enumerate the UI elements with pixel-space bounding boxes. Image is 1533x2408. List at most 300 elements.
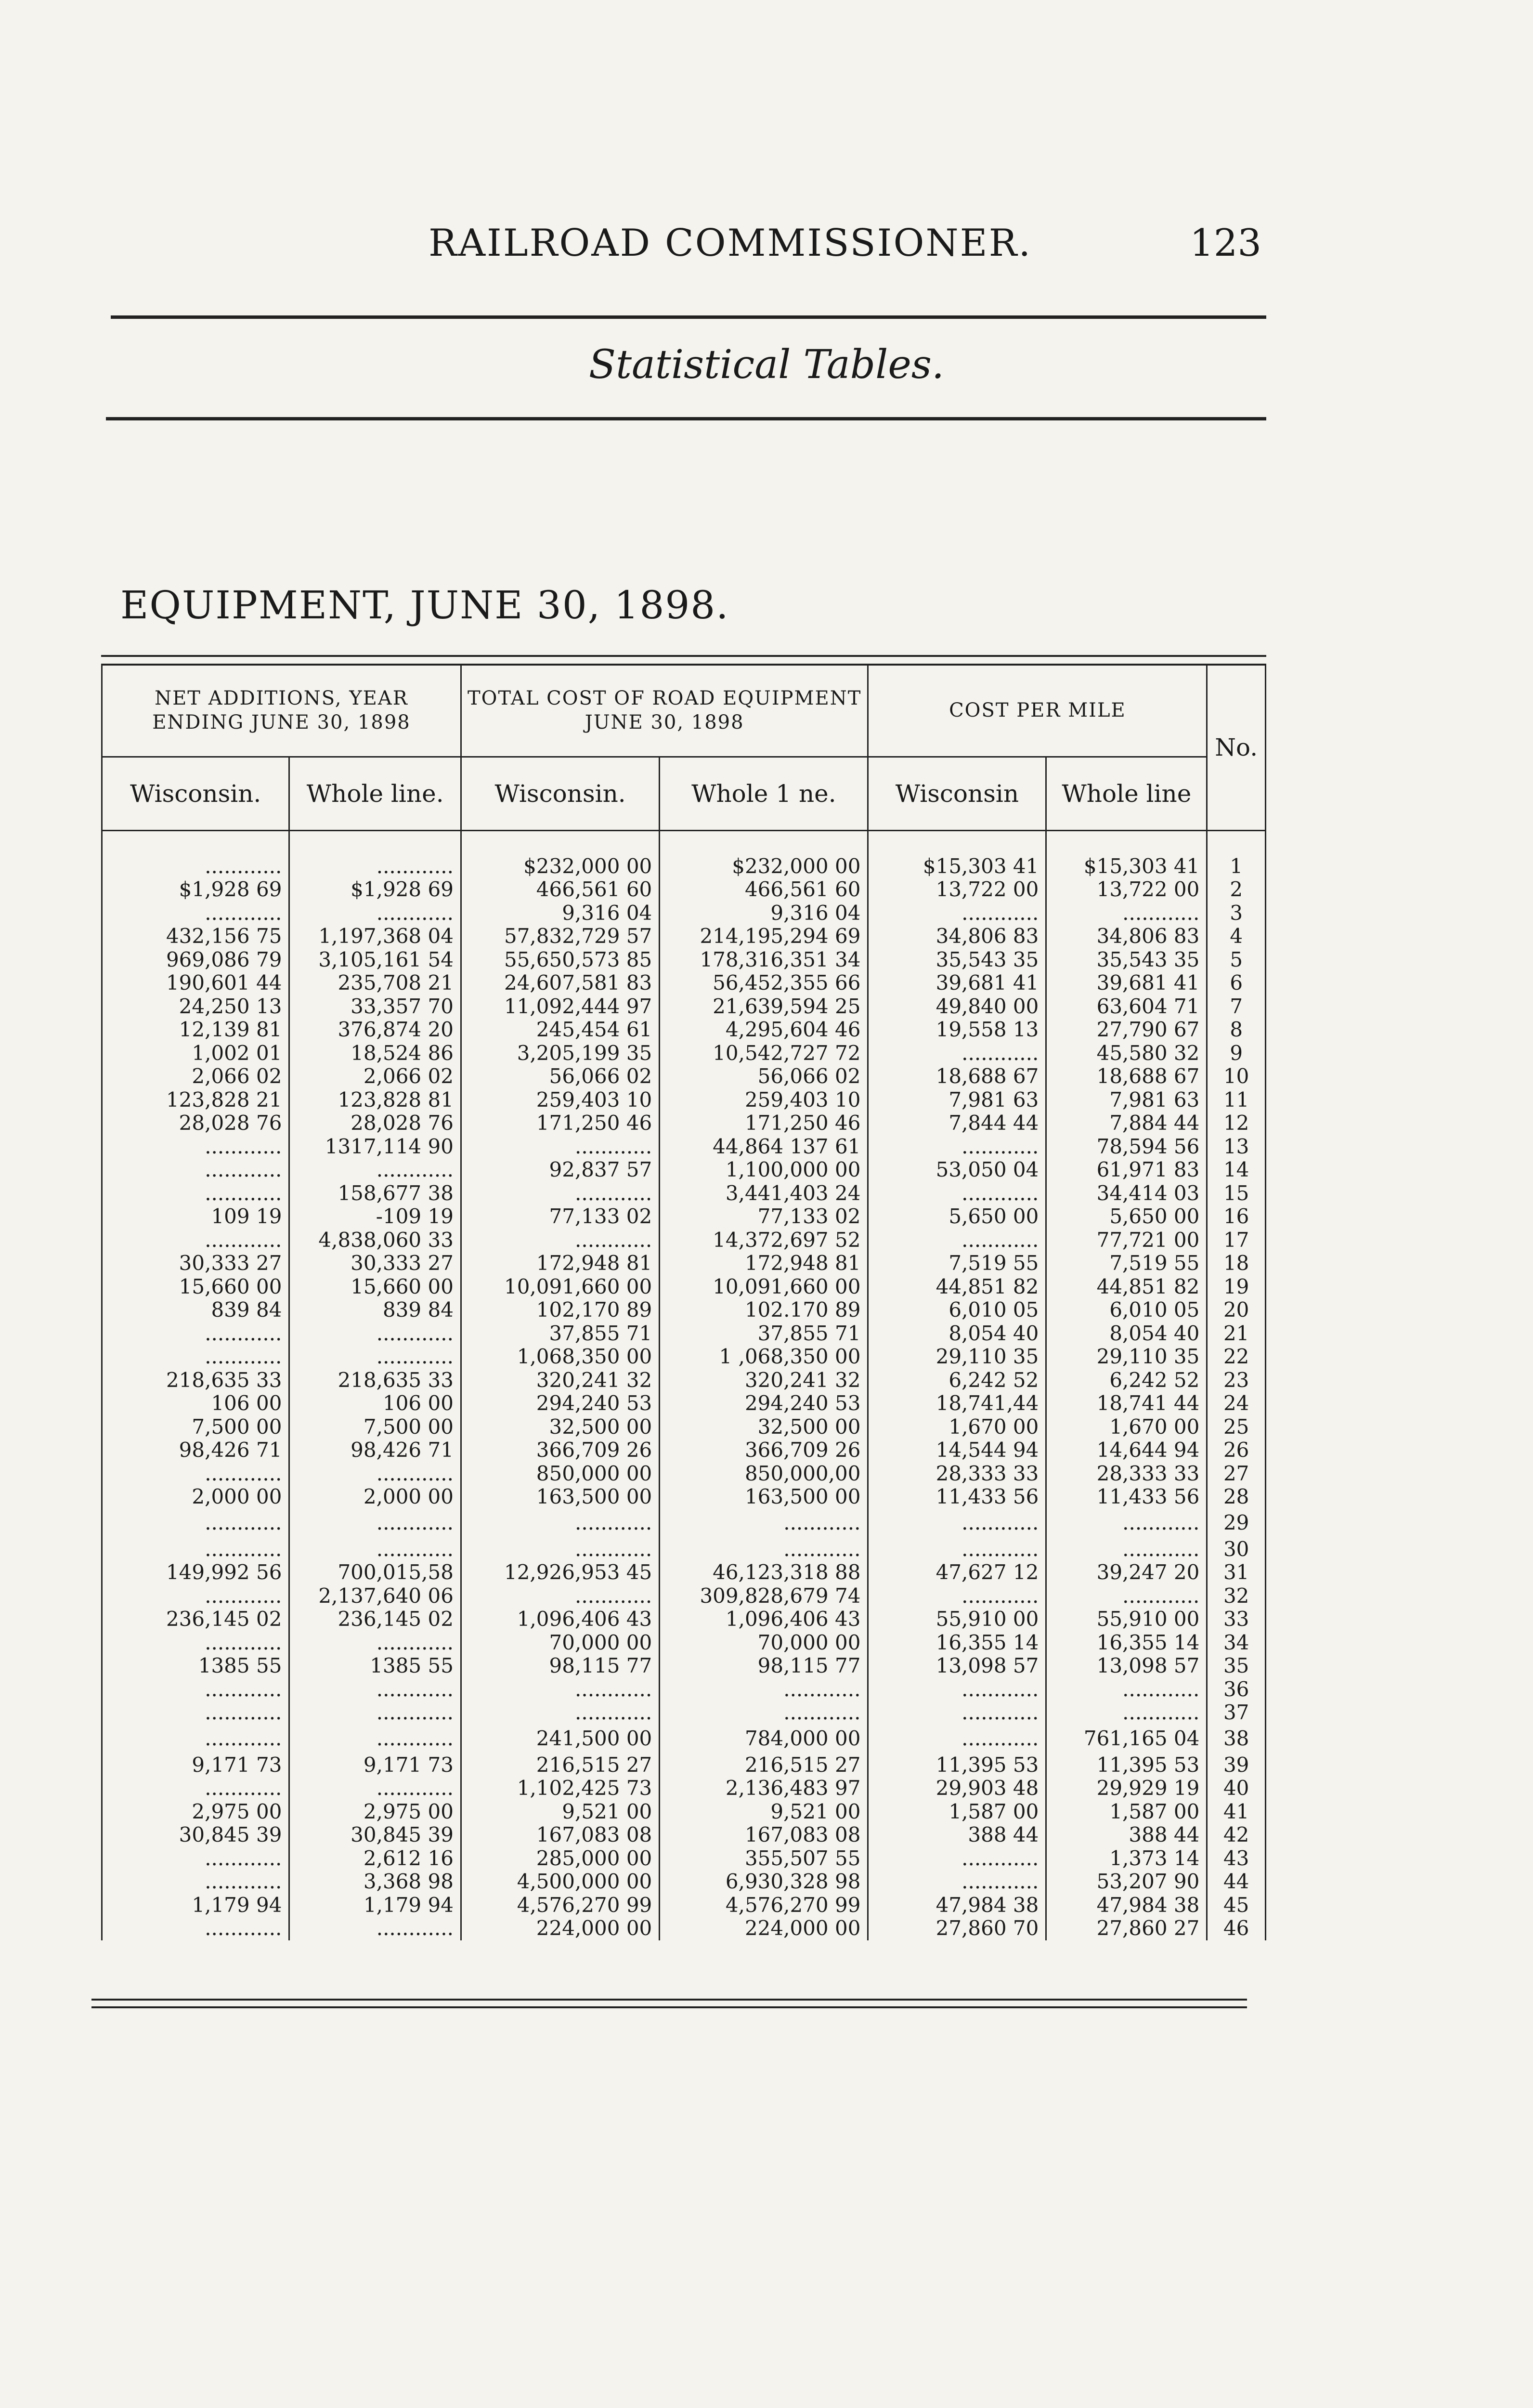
cell-total-wisconsin: 167,083 08 [461,1823,659,1847]
cell-row-number: 44 [1207,1870,1266,1894]
cell-total-wisconsin: 9,521 00 [461,1800,659,1824]
cell-net-wisconsin: 218,635 33 [102,1369,289,1392]
cell-mile-whole-line: 44,851 82 [1046,1275,1207,1299]
cell-row-number: 26 [1207,1439,1266,1462]
cell-total-wisconsin: 98,115 77 [461,1654,659,1678]
cell-row-number: 4 [1207,925,1266,948]
table-row [102,1392,1266,1415]
table-row [102,1485,1266,1509]
cell-mile-wisconsin: 11,395 53 [868,1754,1046,1777]
cell-total-whole-line: 4,576,270 99 [660,1894,868,1917]
cell-mile-whole-line: 39,681 41 [1046,971,1207,995]
cell-mile-wisconsin: 27,860 70 [868,1917,1046,1940]
cell-row-number: 31 [1207,1561,1266,1584]
cell-net-whole-line: ............ [289,1631,461,1655]
cell-total-wisconsin: ............ [461,1135,659,1159]
cell-mile-wisconsin: 13,722 00 [868,878,1046,902]
cell-net-whole-line: 28,028 76 [289,1112,461,1135]
cell-mile-whole-line: 47,984 38 [1046,1894,1207,1917]
cell-net-whole-line: 4,838,060 33 [289,1229,461,1252]
spacer-cell [461,831,659,855]
cell-net-whole-line: 2,000 00 [289,1485,461,1509]
cell-total-wisconsin: ............ [461,1229,659,1252]
cell-total-whole-line: 3,441,403 24 [660,1182,868,1205]
cell-net-wisconsin: 1385 55 [102,1654,289,1678]
cell-row-number: 34 [1207,1631,1266,1655]
cell-mile-whole-line: 16,355 14 [1046,1631,1207,1655]
cell-row-number: 24 [1207,1392,1266,1415]
cell-net-whole-line: 2,066 02 [289,1065,461,1088]
cell-mile-whole-line: 27,860 27 [1046,1917,1207,1940]
cell-row-number: 13 [1207,1135,1266,1159]
table-row [102,1065,1266,1088]
cell-total-whole-line: ............ [660,1701,868,1725]
cell-net-whole-line: 700,015,58 [289,1561,461,1584]
group-header-total-cost: TOTAL COST OF ROAD EQUIPMENT JUNE 30, 1898 [461,665,868,757]
cell-mile-whole-line: 39,247 20 [1046,1561,1207,1584]
table-row [102,1182,1266,1205]
cell-mile-wisconsin: 7,981 63 [868,1088,1046,1112]
cell-net-wisconsin: 7,500 00 [102,1415,289,1439]
cell-net-wisconsin: ............ [102,1322,289,1346]
cell-net-whole-line: 218,635 33 [289,1369,461,1392]
header-rule [111,315,1266,319]
cell-row-number: 23 [1207,1369,1266,1392]
table-row [102,1678,1266,1701]
cell-total-wisconsin: 1,102,425 73 [461,1777,659,1800]
cell-total-whole-line: 44,864 137 61 [660,1135,868,1159]
cell-mile-whole-line: 27,790 67 [1046,1018,1207,1042]
cell-row-number: 18 [1207,1252,1266,1275]
cell-row-number: 21 [1207,1322,1266,1346]
cell-net-wisconsin: ............ [102,1870,289,1894]
table-row [102,1823,1266,1847]
cell-net-whole-line: 106 00 [289,1392,461,1415]
cell-total-whole-line: 167,083 08 [660,1823,868,1847]
cell-total-whole-line: 9,521 00 [660,1800,868,1824]
cell-row-number: 17 [1207,1229,1266,1252]
table-row [102,855,1266,878]
cell-total-wisconsin: 1,068,350 00 [461,1345,659,1369]
cell-row-number: 35 [1207,1654,1266,1678]
spacer-cell [289,831,461,855]
cell-net-wisconsin: ............ [102,1158,289,1182]
cell-total-whole-line: 46,123,318 88 [660,1561,868,1584]
cell-mile-whole-line: 18,741 44 [1046,1392,1207,1415]
table-top-rule-1 [101,655,1266,657]
table-title: EQUIPMENT, JUNE 30, 1898. [120,583,729,628]
cell-mile-whole-line: 388 44 [1046,1823,1207,1847]
spacer-cell [1207,831,1266,855]
cell-total-wisconsin: ............ [461,1678,659,1701]
cell-total-whole-line: 77,133 02 [660,1205,868,1229]
cell-total-wisconsin: 1,096,406 43 [461,1608,659,1631]
cell-net-wisconsin: 1,179 94 [102,1894,289,1917]
cell-net-whole-line: 2,137,640 06 [289,1584,461,1608]
cell-mile-whole-line: 18,688 67 [1046,1065,1207,1088]
cell-net-whole-line: 1,179 94 [289,1894,461,1917]
cell-total-wisconsin: 850,000 00 [461,1462,659,1486]
cell-total-whole-line: 309,828,679 74 [660,1584,868,1608]
cell-mile-wisconsin: 18,741,44 [868,1392,1046,1415]
cell-total-whole-line: 10,091,660 00 [660,1275,868,1299]
cell-total-whole-line: 172,948 81 [660,1252,868,1275]
table-row [102,995,1266,1019]
cell-row-number: 27 [1207,1462,1266,1486]
cell-total-wisconsin: ............ [461,1584,659,1608]
cell-net-whole-line: 3,105,161 54 [289,948,461,972]
cell-total-wisconsin: 32,500 00 [461,1415,659,1439]
cell-mile-wisconsin: ............ [868,1678,1046,1701]
cell-mile-wisconsin: 14,544 94 [868,1439,1046,1462]
cell-mile-whole-line: ............ [1046,1701,1207,1725]
cell-net-wisconsin: 1,002 01 [102,1042,289,1065]
cell-mile-whole-line: 1,587 00 [1046,1800,1207,1824]
cell-net-whole-line: 30,845 39 [289,1823,461,1847]
cell-row-number: 40 [1207,1777,1266,1800]
cell-total-whole-line: 1,096,406 43 [660,1608,868,1631]
cell-total-whole-line: 259,403 10 [660,1088,868,1112]
cell-row-number: 1 [1207,855,1266,878]
cell-mile-wisconsin: 7,844 44 [868,1112,1046,1135]
cell-mile-wisconsin: ............ [868,1042,1046,1065]
cell-mile-whole-line: 6,242 52 [1046,1369,1207,1392]
cell-mile-whole-line: 53,207 90 [1046,1870,1207,1894]
cell-row-number: 42 [1207,1823,1266,1847]
cell-mile-wisconsin: 1,587 00 [868,1800,1046,1824]
cell-mile-wisconsin: 13,098 57 [868,1654,1046,1678]
cell-net-wisconsin: ............ [102,1777,289,1800]
table-body [102,831,1266,1940]
cell-row-number: 2 [1207,878,1266,902]
cell-mile-whole-line: 61,971 83 [1046,1158,1207,1182]
cell-mile-wisconsin: 16,355 14 [868,1631,1046,1655]
cell-net-whole-line: 30,333 27 [289,1252,461,1275]
cell-mile-whole-line: 7,519 55 [1046,1252,1207,1275]
cell-mile-whole-line: 11,433 56 [1046,1485,1207,1509]
table-row [102,1135,1266,1159]
cell-net-whole-line: ............ [289,855,461,878]
cell-mile-wisconsin: ............ [868,1509,1046,1538]
cell-mile-whole-line: 34,806 83 [1046,925,1207,948]
cell-total-wisconsin: 466,561 60 [461,878,659,902]
cell-net-wisconsin: ............ [102,1917,289,1940]
cell-total-whole-line: 1 ,068,350 00 [660,1345,868,1369]
table-row [102,1608,1266,1631]
group-header-cost-per-mile: COST PER MILE [868,665,1207,757]
table-row [102,902,1266,925]
no-header: No. [1207,665,1266,831]
cell-total-whole-line: 466,561 60 [660,878,868,902]
cell-row-number: 45 [1207,1894,1266,1917]
cell-net-wisconsin: 109 19 [102,1205,289,1229]
table-row [102,1462,1266,1486]
cell-total-wisconsin: 24,607,581 83 [461,971,659,995]
cell-total-whole-line: 14,372,697 52 [660,1229,868,1252]
cell-row-number: 46 [1207,1917,1266,1940]
cell-total-whole-line: ............ [660,1509,868,1538]
cell-net-wisconsin: 30,333 27 [102,1252,289,1275]
table-row [102,1800,1266,1824]
table-bottom-rule-1 [91,1999,1247,2001]
cell-total-wisconsin: $232,000 00 [461,855,659,878]
cell-net-whole-line: ............ [289,1538,461,1561]
cell-net-whole-line: ............ [289,1158,461,1182]
table-row [102,971,1266,995]
cell-net-wisconsin: 2,975 00 [102,1800,289,1824]
cell-mile-whole-line: 8,054 40 [1046,1322,1207,1346]
table-row [102,1439,1266,1462]
cell-row-number: 38 [1207,1725,1266,1754]
cell-total-wisconsin: 163,500 00 [461,1485,659,1509]
cell-total-wisconsin: 92,837 57 [461,1158,659,1182]
cell-total-wisconsin: 77,133 02 [461,1205,659,1229]
cell-mile-whole-line: 14,644 94 [1046,1439,1207,1462]
cell-mile-wisconsin: ............ [868,1870,1046,1894]
cell-net-wisconsin: 2,000 00 [102,1485,289,1509]
cell-row-number: 9 [1207,1042,1266,1065]
cell-mile-wisconsin: 6,242 52 [868,1369,1046,1392]
table-row [102,1777,1266,1800]
cell-net-wisconsin: 839 84 [102,1298,289,1322]
cell-net-whole-line: 839 84 [289,1298,461,1322]
cell-net-wisconsin: 28,028 76 [102,1112,289,1135]
table-row [102,1252,1266,1275]
cell-net-wisconsin: ............ [102,1725,289,1754]
cell-row-number: 28 [1207,1485,1266,1509]
cell-row-number: 25 [1207,1415,1266,1439]
cell-total-whole-line: 2,136,483 97 [660,1777,868,1800]
cell-row-number: 39 [1207,1754,1266,1777]
cell-total-whole-line: 102.170 89 [660,1298,868,1322]
cell-row-number: 12 [1207,1112,1266,1135]
cell-row-number: 6 [1207,971,1266,995]
table-row [102,1701,1266,1725]
cell-row-number: 32 [1207,1584,1266,1608]
cell-total-wisconsin: 3,205,199 35 [461,1042,659,1065]
cell-net-wisconsin: ............ [102,855,289,878]
cell-mile-whole-line: ............ [1046,1509,1207,1538]
cell-net-wisconsin: 15,660 00 [102,1275,289,1299]
cell-row-number: 22 [1207,1345,1266,1369]
table-row [102,1754,1266,1777]
cell-total-wisconsin: ............ [461,1509,659,1538]
table-row [102,1894,1266,1917]
cell-mile-wisconsin: 8,054 40 [868,1322,1046,1346]
cell-net-wisconsin: 24,250 13 [102,995,289,1019]
cell-row-number: 19 [1207,1275,1266,1299]
cell-mile-wisconsin: 55,910 00 [868,1608,1046,1631]
cell-net-whole-line: ............ [289,1509,461,1538]
cell-total-whole-line: 10,542,727 72 [660,1042,868,1065]
cell-total-whole-line: 224,000 00 [660,1917,868,1940]
cell-total-whole-line: 6,930,328 98 [660,1870,868,1894]
cell-total-wisconsin: 4,500,000 00 [461,1870,659,1894]
cell-total-wisconsin: 56,066 02 [461,1065,659,1088]
cell-total-whole-line: 56,452,355 66 [660,971,868,995]
cell-net-whole-line: 9,171 73 [289,1754,461,1777]
cell-net-wisconsin: 12,139 81 [102,1018,289,1042]
subheader-total-whole-line: Whole 1 ne. [660,757,868,831]
equipment-table-wrap [101,665,1266,1940]
cell-mile-wisconsin: 1,670 00 [868,1415,1046,1439]
cell-net-whole-line: 1385 55 [289,1654,461,1678]
cell-mile-wisconsin: 18,688 67 [868,1065,1046,1088]
cell-net-wisconsin: ............ [102,902,289,925]
cell-mile-wisconsin: ............ [868,1538,1046,1561]
table-row [102,1205,1266,1229]
subheader-mile-wisconsin: Wisconsin [868,757,1046,831]
cell-net-wisconsin: 236,145 02 [102,1608,289,1631]
table-row [102,1298,1266,1322]
cell-net-wisconsin: $1,928 69 [102,878,289,902]
cell-net-whole-line: 33,357 70 [289,995,461,1019]
spacer-cell [102,831,289,855]
cell-mile-wisconsin: 388 44 [868,1823,1046,1847]
cell-total-whole-line: 98,115 77 [660,1654,868,1678]
cell-net-whole-line: 98,426 71 [289,1439,461,1462]
cell-row-number: 16 [1207,1205,1266,1229]
cell-net-whole-line: -109 19 [289,1205,461,1229]
cell-net-whole-line: 3,368 98 [289,1870,461,1894]
cell-mile-whole-line: 78,594 56 [1046,1135,1207,1159]
table-row [102,1917,1266,1940]
table-row [102,1870,1266,1894]
cell-total-wisconsin: 10,091,660 00 [461,1275,659,1299]
cell-mile-wisconsin: 47,984 38 [868,1894,1046,1917]
cell-total-wisconsin: 70,000 00 [461,1631,659,1655]
cell-mile-whole-line: 28,333 33 [1046,1462,1207,1486]
running-title: RAILROAD COMMISSIONER. [429,222,1032,265]
cell-total-wisconsin: 12,926,953 45 [461,1561,659,1584]
cell-net-whole-line: ............ [289,1678,461,1701]
cell-net-whole-line: 1317,114 90 [289,1135,461,1159]
cell-row-number: 14 [1207,1158,1266,1182]
cell-total-whole-line: 294,240 53 [660,1392,868,1415]
cell-net-whole-line: 2,975 00 [289,1800,461,1824]
cell-net-whole-line: $1,928 69 [289,878,461,902]
cell-net-wisconsin: 98,426 71 [102,1439,289,1462]
cell-mile-wisconsin: 53,050 04 [868,1158,1046,1182]
cell-row-number: 15 [1207,1182,1266,1205]
cell-row-number: 41 [1207,1800,1266,1824]
cell-net-whole-line: 2,612 16 [289,1847,461,1871]
spacer-cell [868,831,1046,855]
cell-net-wisconsin: ............ [102,1345,289,1369]
cell-mile-whole-line: 5,650 00 [1046,1205,1207,1229]
subheader-net-whole-line: Whole line. [289,757,461,831]
cell-net-whole-line: ............ [289,1322,461,1346]
table-row [102,1584,1266,1608]
cell-mile-wisconsin: 5,650 00 [868,1205,1046,1229]
cell-total-whole-line: ............ [660,1538,868,1561]
cell-total-wisconsin: 224,000 00 [461,1917,659,1940]
cell-net-wisconsin: ............ [102,1678,289,1701]
table-row [102,1158,1266,1182]
cell-mile-whole-line: 77,721 00 [1046,1229,1207,1252]
cell-mile-wisconsin: 28,333 33 [868,1462,1046,1486]
table-row [102,1725,1266,1754]
cell-mile-wisconsin: ............ [868,1847,1046,1871]
cell-mile-whole-line: 29,929 19 [1046,1777,1207,1800]
cell-total-wisconsin: 171,250 46 [461,1112,659,1135]
cell-total-wisconsin: 57,832,729 57 [461,925,659,948]
cell-total-wisconsin: 245,454 61 [461,1018,659,1042]
table-row [102,1229,1266,1252]
cell-mile-wisconsin: 29,903 48 [868,1777,1046,1800]
cell-total-whole-line: $232,000 00 [660,855,868,878]
subtitle-rule [106,417,1266,420]
cell-row-number: 10 [1207,1065,1266,1088]
cell-mile-whole-line: 45,580 32 [1046,1042,1207,1065]
table-row [102,1345,1266,1369]
cell-row-number: 7 [1207,995,1266,1019]
cell-mile-wisconsin: 7,519 55 [868,1252,1046,1275]
cell-total-wisconsin: 9,316 04 [461,902,659,925]
cell-row-number: 36 [1207,1678,1266,1701]
cell-net-wisconsin: 30,845 39 [102,1823,289,1847]
cell-net-whole-line: ............ [289,1917,461,1940]
spacer-cell [1046,831,1207,855]
subheader-net-wisconsin: Wisconsin. [102,757,289,831]
table-row [102,1088,1266,1112]
cell-net-whole-line: ............ [289,1345,461,1369]
cell-net-whole-line: 236,145 02 [289,1608,461,1631]
cell-net-whole-line: ............ [289,1725,461,1754]
table-row [102,1631,1266,1655]
cell-net-whole-line: 18,524 86 [289,1042,461,1065]
table-row [102,1112,1266,1135]
table-row [102,1538,1266,1561]
section-subtitle: Statistical Tables. [588,342,945,388]
cell-mile-wisconsin: $15,303 41 [868,855,1046,878]
cell-mile-wisconsin: 49,840 00 [868,995,1046,1019]
table-row [102,1042,1266,1065]
cell-row-number: 8 [1207,1018,1266,1042]
cell-total-wisconsin: 320,241 32 [461,1369,659,1392]
cell-row-number: 30 [1207,1538,1266,1561]
cell-net-whole-line: 376,874 20 [289,1018,461,1042]
cell-total-whole-line: 178,316,351 34 [660,948,868,972]
cell-mile-whole-line: 55,910 00 [1046,1608,1207,1631]
cell-row-number: 33 [1207,1608,1266,1631]
cell-row-number: 20 [1207,1298,1266,1322]
table-row [102,1018,1266,1042]
table-row [102,1654,1266,1678]
cell-mile-whole-line: 63,604 71 [1046,995,1207,1019]
cell-mile-whole-line: 11,395 53 [1046,1754,1207,1777]
table-row [102,1847,1266,1871]
cell-net-wisconsin: ............ [102,1538,289,1561]
cell-mile-whole-line: ............ [1046,1538,1207,1561]
cell-net-wisconsin: ............ [102,1509,289,1538]
cell-total-whole-line: 4,295,604 46 [660,1018,868,1042]
cell-total-whole-line: 163,500 00 [660,1485,868,1509]
cell-mile-wisconsin: ............ [868,1182,1046,1205]
subheader-mile-whole-line: Whole line [1046,757,1207,831]
cell-total-whole-line: 216,515 27 [660,1754,868,1777]
cell-total-whole-line: 1,100,000 00 [660,1158,868,1182]
cell-mile-wisconsin: 29,110 35 [868,1345,1046,1369]
cell-net-wisconsin: ............ [102,1631,289,1655]
table-row [102,1415,1266,1439]
cell-mile-wisconsin: 39,681 41 [868,971,1046,995]
cell-net-whole-line: 7,500 00 [289,1415,461,1439]
table-row [102,1275,1266,1299]
cell-mile-whole-line: 34,414 03 [1046,1182,1207,1205]
cell-mile-wisconsin: 47,627 12 [868,1561,1046,1584]
cell-total-whole-line: 21,639,594 25 [660,995,868,1019]
